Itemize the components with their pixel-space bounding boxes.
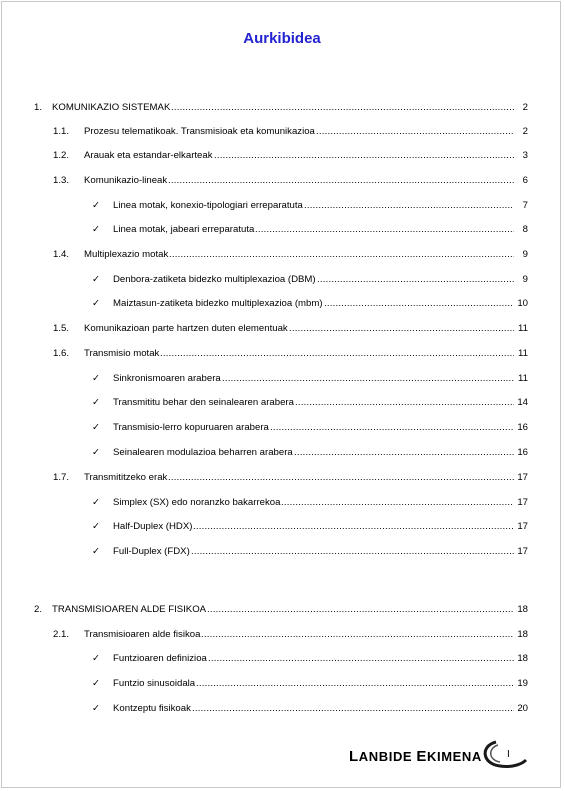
toc-entry-page: 10 [517, 298, 528, 309]
toc-entry-text: Komunikazio-lineak [84, 175, 168, 186]
toc-entry-text: Transmititu behar den seinalearen arabera [113, 397, 294, 408]
checkmark-icon: ✓ [92, 678, 100, 689]
toc-entry[interactable] [0, 223, 564, 237]
brand-initial-l: L [349, 748, 359, 765]
toc-entry-text: Sinkronismoaren arabera [113, 373, 221, 384]
toc-entry-page: 17 [517, 546, 528, 557]
toc-entry-text: Funtzio sinusoidala [113, 678, 196, 689]
dot-leader [214, 149, 514, 163]
toc-entry-number: 1.5. [53, 323, 70, 334]
checkmark-icon: ✓ [92, 373, 100, 384]
toc-entry-text: Half-Duplex (HDX) [113, 521, 193, 532]
checkmark-icon: ✓ [92, 653, 100, 664]
dot-leader [160, 347, 514, 361]
dot-leader [294, 446, 514, 460]
toc-entry[interactable] [0, 248, 564, 262]
brand-logo-icon [478, 738, 528, 770]
dot-leader [193, 520, 514, 534]
toc-entry-number: 1.1. [53, 126, 70, 137]
brand-word-anbide: ANBIDE [358, 749, 413, 764]
toc-entry-page: 20 [517, 703, 528, 714]
dot-leader [192, 702, 514, 716]
brand-word-kimena: KIMENA [427, 749, 482, 764]
dot-leader [196, 677, 514, 691]
dot-leader [281, 496, 514, 510]
dot-leader [191, 545, 514, 559]
toc-entry[interactable] [0, 322, 564, 336]
dot-leader [289, 322, 514, 336]
toc-entry-text: Simplex (SX) edo noranzko bakarrekoa [113, 497, 281, 508]
toc-entry[interactable] [0, 174, 564, 188]
toc-entry-text: Denbora-zatiketa bidezko multiplexazioa (DBM) [113, 274, 316, 285]
toc-entry[interactable] [0, 125, 564, 139]
toc-entry-page: 7 [522, 200, 528, 211]
toc-entry-page: 2 [522, 126, 528, 137]
toc-entry-number: 1.3. [53, 175, 70, 186]
toc-entry-page: 3 [522, 150, 528, 161]
toc-entry-text: Linea motak, jabeari erreparatuta [113, 224, 255, 235]
toc-entry-text: Full-Duplex (FDX) [113, 546, 190, 557]
toc-entry-text: Transmisioaren alde fisikoa [84, 629, 201, 640]
toc-entry-number: 1.2. [53, 150, 70, 161]
toc-entry-number: 1.6. [53, 348, 70, 359]
toc-entry-text: Kontzeptu fisikoak [113, 703, 191, 714]
toc-entry-page: 18 [517, 653, 528, 664]
toc-entry-page: 16 [517, 447, 528, 458]
toc-entry-page: 11 [518, 348, 528, 359]
dot-leader [169, 248, 514, 262]
dot-leader [317, 273, 514, 287]
toc-entry[interactable] [0, 199, 564, 213]
toc-entry[interactable] [0, 347, 564, 361]
toc-entry-text: Linea motak, konexio-tipologiari erreparatuta [113, 200, 303, 211]
toc-entry-text: KOMUNIKAZIO SISTEMAK [52, 102, 171, 113]
dot-leader [324, 297, 514, 311]
toc-entry[interactable] [0, 677, 564, 691]
checkmark-icon: ✓ [92, 447, 100, 458]
toc-entry[interactable] [0, 421, 564, 435]
dot-leader [255, 223, 514, 237]
toc-entry-page: 9 [522, 274, 528, 285]
checkmark-icon: ✓ [92, 497, 100, 508]
dot-leader [207, 603, 514, 617]
toc-entry-text: Prozesu telematikoak. Transmisioak eta komunikazioa [84, 126, 315, 137]
toc-entry-page: 17 [517, 472, 528, 483]
dot-leader [168, 174, 514, 188]
toc-entry-number: 1.7. [53, 472, 70, 483]
dot-leader [201, 628, 514, 642]
dot-leader [222, 372, 514, 386]
toc-entry[interactable] [0, 471, 564, 485]
toc-entry-page: 17 [517, 521, 528, 532]
toc-entry[interactable] [0, 603, 564, 617]
brand-initial-e: E [416, 748, 428, 765]
checkmark-icon: ✓ [92, 274, 100, 285]
toc-entry-text: Funtzioaren definizioa [113, 653, 207, 664]
toc-entry-page: 6 [522, 175, 528, 186]
toc-entry[interactable] [0, 273, 564, 287]
checkmark-icon: ✓ [92, 298, 100, 309]
dot-leader [270, 421, 514, 435]
toc-entry-text: Multiplexazio motak [84, 249, 169, 260]
toc-entry-page: 14 [517, 397, 528, 408]
toc-entry[interactable] [0, 520, 564, 534]
toc-entry-text: Arauak eta estandar-elkarteak [84, 150, 213, 161]
toc-entry-number: 1.4. [53, 249, 70, 260]
dot-leader [316, 125, 514, 139]
toc-entry-number: 2.1. [53, 629, 70, 640]
toc-entry[interactable] [0, 702, 564, 716]
toc-entry-text: Transmisio-lerro kopuruaren arabera [113, 422, 269, 433]
dot-leader [168, 471, 514, 485]
toc-entry[interactable] [0, 297, 564, 311]
toc-entry-text: Seinalearen modulazioa beharren arabera [113, 447, 293, 458]
checkmark-icon: ✓ [92, 546, 100, 557]
toc-entry-text: Transmititzeko erak [84, 472, 168, 483]
toc-entry-page: 11 [518, 323, 528, 334]
toc-entry[interactable] [0, 101, 564, 115]
toc-entry-page: 8 [522, 224, 528, 235]
checkmark-icon: ✓ [92, 224, 100, 235]
toc-entry-number: 1. [34, 102, 43, 113]
toc-entry-page: 2 [522, 102, 528, 113]
checkmark-icon: ✓ [92, 521, 100, 532]
toc-entry-page: 18 [517, 629, 528, 640]
toc-entry-page: 17 [517, 497, 528, 508]
checkmark-icon: ✓ [92, 200, 100, 211]
toc-entry[interactable] [0, 628, 564, 642]
checkmark-icon: ✓ [92, 422, 100, 433]
toc-entry-text: Komunikazioan parte hartzen duten elementuak [84, 323, 288, 334]
page-title: Aurkibidea [243, 30, 321, 47]
toc-entry[interactable] [0, 372, 564, 386]
toc-entry-page: 18 [517, 604, 528, 615]
dot-leader [208, 652, 514, 666]
toc-entry[interactable] [0, 149, 564, 163]
toc-entry[interactable] [0, 652, 564, 666]
toc-entry-page: 19 [517, 678, 528, 689]
dot-leader [295, 396, 514, 410]
toc-entry-page: 11 [518, 373, 528, 384]
toc-entry[interactable] [0, 545, 564, 559]
checkmark-icon: ✓ [92, 397, 100, 408]
toc-entry-number: 2. [34, 604, 43, 615]
page-border [1, 1, 561, 788]
checkmark-icon: ✓ [92, 703, 100, 714]
toc-entry-text: TRANSMISIOAREN ALDE FISIKOA [52, 604, 207, 615]
toc-entry-page: 16 [517, 422, 528, 433]
toc-entry[interactable] [0, 446, 564, 460]
toc-entry-text: Maiztasun-zatiketa bidezko multiplexazioa (mbm) [113, 298, 323, 309]
dot-leader [304, 199, 514, 213]
logo-mark: I [507, 749, 510, 760]
toc-entry-text: Transmisio motak [84, 348, 160, 359]
toc-entry-page: 9 [522, 249, 528, 260]
toc-entry[interactable] [0, 496, 564, 510]
toc-entry[interactable] [0, 396, 564, 410]
footer-brand [349, 748, 482, 765]
dot-leader [171, 101, 514, 115]
